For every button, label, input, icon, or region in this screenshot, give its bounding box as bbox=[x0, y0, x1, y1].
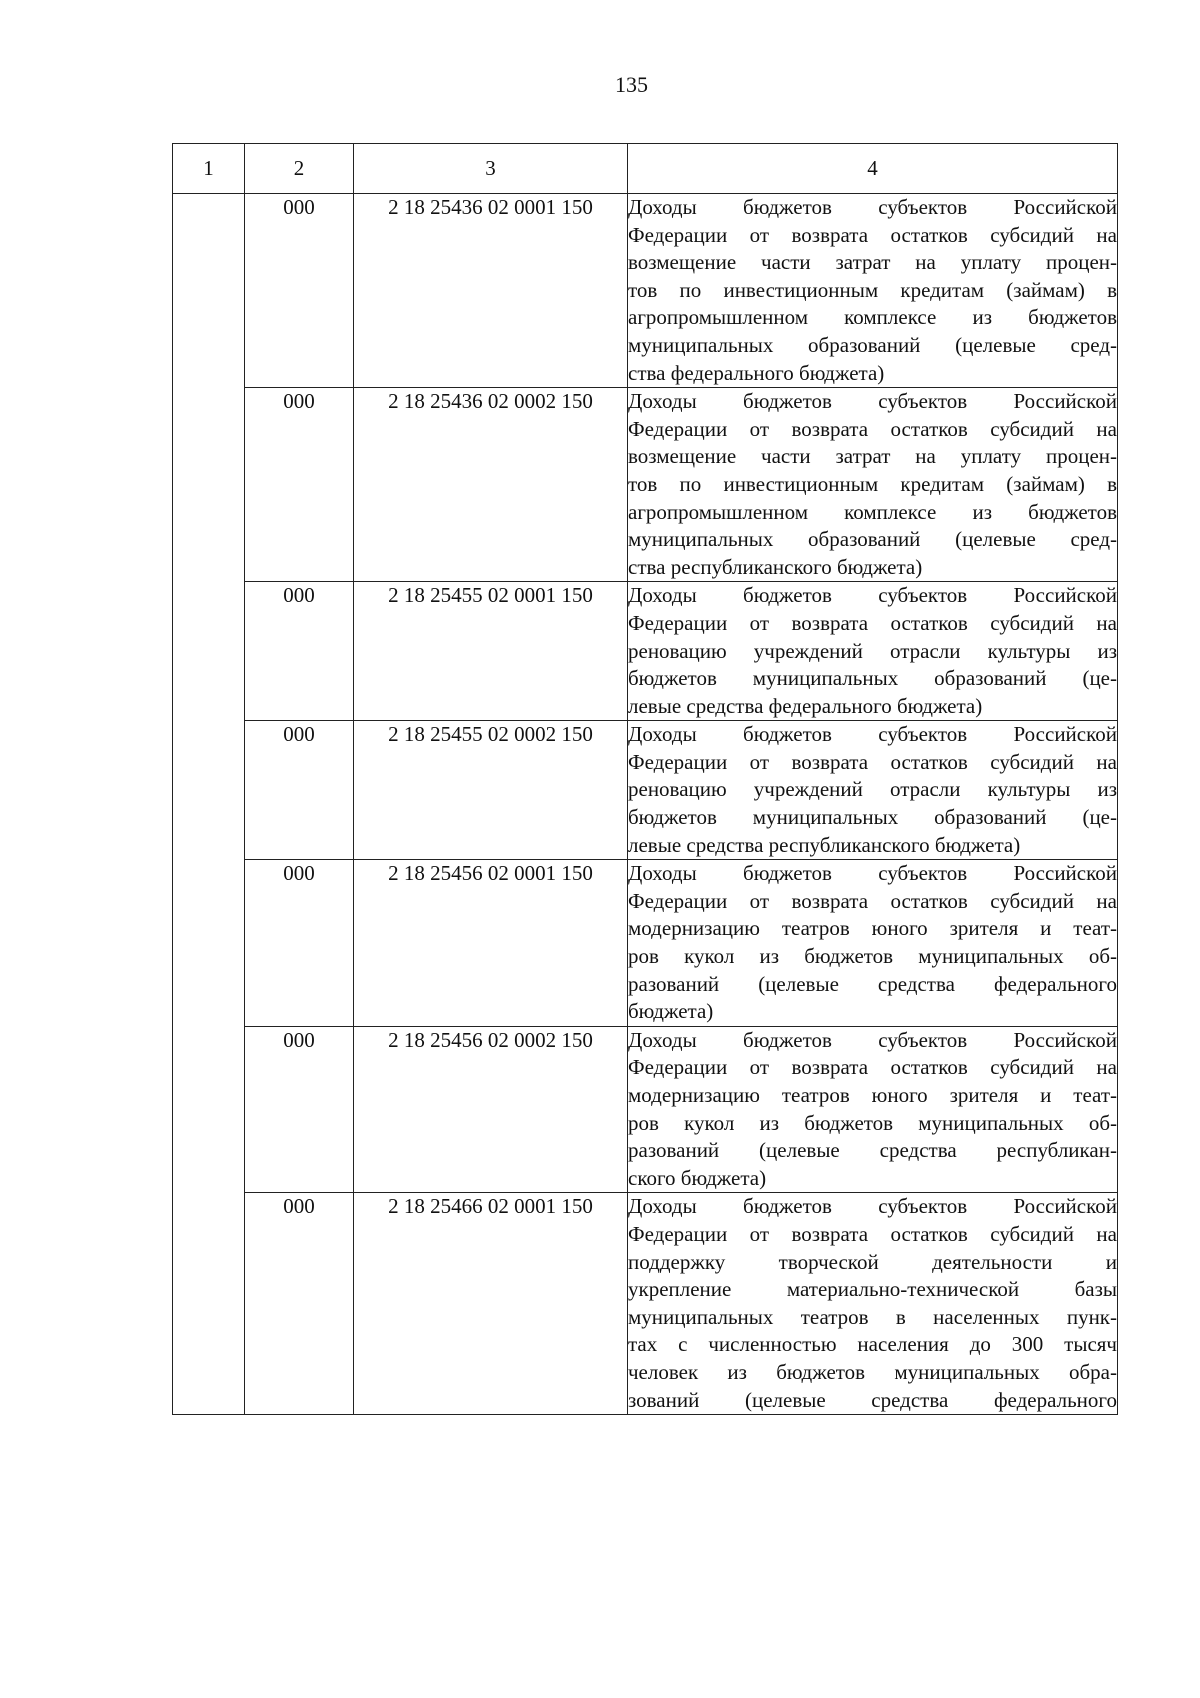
description-line: Доходы бюджетов субъектов Российской bbox=[628, 389, 1117, 414]
description-line: Доходы бюджетов субъектов Российской bbox=[628, 1194, 1117, 1219]
budget-code-cell: 2 18 25436 02 0002 150 bbox=[354, 388, 628, 582]
admin-code-cell: 000 bbox=[245, 860, 354, 1027]
description-line: Федерации от возврата остатков субсидий на bbox=[628, 416, 1117, 441]
description-line: укрепление материально-технической базы bbox=[628, 1277, 1117, 1302]
description-line: реновацию учреждений отрасли культуры из bbox=[628, 638, 1117, 663]
description-line: муниципальных образований (целевые сред- bbox=[628, 527, 1117, 552]
admin-code-cell: 000 bbox=[245, 388, 354, 582]
description-cell bbox=[628, 1193, 1118, 1415]
description-line: Доходы бюджетов субъектов Российской bbox=[628, 861, 1117, 886]
header-col-3: 3 bbox=[354, 144, 628, 194]
admin-code-cell: 000 bbox=[245, 1026, 354, 1193]
description-line: Федерации от возврата остатков субсидий на bbox=[628, 610, 1117, 635]
col-1-cell bbox=[173, 194, 245, 1415]
description-line: бюджетов муниципальных образований (це- bbox=[628, 805, 1117, 830]
description-line: ства федерального бюджета) bbox=[628, 360, 885, 385]
header-col-2: 2 bbox=[245, 144, 354, 194]
table-row bbox=[173, 582, 1118, 721]
table-row bbox=[173, 1026, 1118, 1193]
description-line: Доходы бюджетов субъектов Российской bbox=[628, 583, 1117, 608]
description-line: Доходы бюджетов субъектов Российской bbox=[628, 195, 1117, 219]
description-line: агропромышленном комплексе из бюджетов bbox=[628, 499, 1117, 524]
table-row bbox=[173, 721, 1118, 860]
description-line: ров кукол из бюджетов муниципальных об- bbox=[628, 1110, 1117, 1135]
description-line: левые средства федерального бюджета) bbox=[628, 693, 983, 718]
description-line: муниципальных театров в населенных пунк- bbox=[628, 1304, 1117, 1329]
description-line: ров кукол из бюджетов муниципальных об- bbox=[628, 944, 1117, 969]
description-line: человек из бюджетов муниципальных обра- bbox=[628, 1359, 1117, 1384]
description-line: левые средства республиканского бюджета) bbox=[628, 832, 1021, 857]
description-line: тов по инвестиционным кредитам (займам) в bbox=[628, 277, 1117, 302]
description-cell bbox=[628, 194, 1118, 388]
budget-code-cell: 2 18 25456 02 0002 150 bbox=[354, 1026, 628, 1193]
admin-code-cell: 000 bbox=[245, 194, 354, 388]
description-line: агропромышленном комплексе из бюджетов bbox=[628, 305, 1117, 330]
description-line: Федерации от возврата остатков субсидий на bbox=[628, 1055, 1117, 1080]
revenue-codes-table bbox=[172, 143, 1118, 1415]
description-line: возмещение части затрат на уплату процен- bbox=[628, 444, 1117, 469]
description-line: Доходы бюджетов субъектов Российской bbox=[628, 722, 1117, 747]
header-col-1: 1 bbox=[173, 144, 245, 194]
description-cell bbox=[628, 860, 1118, 1027]
description-line: Федерации от возврата остатков субсидий на bbox=[628, 888, 1117, 913]
description-line: тов по инвестиционным кредитам (займам) в bbox=[628, 471, 1117, 496]
description-line: зований (целевые средства федерального bbox=[628, 1387, 1117, 1412]
description-line: модернизацию театров юного зрителя и теат- bbox=[628, 916, 1117, 941]
description-line: разований (целевые средства республикан- bbox=[628, 1138, 1117, 1163]
budget-code-cell: 2 18 25455 02 0001 150 bbox=[354, 582, 628, 721]
admin-code-cell: 000 bbox=[245, 721, 354, 860]
table-row bbox=[173, 860, 1118, 1027]
page-number: 135 bbox=[615, 72, 648, 97]
description-line: Федерации от возврата остатков субсидий на bbox=[628, 1221, 1117, 1246]
description-line: ского бюджета) bbox=[628, 1165, 767, 1190]
description-line: ства республиканского бюджета) bbox=[628, 554, 923, 579]
description-line: модернизацию театров юного зрителя и теат- bbox=[628, 1083, 1117, 1107]
budget-code-cell: 2 18 25436 02 0001 150 bbox=[354, 194, 628, 388]
table-header-row bbox=[173, 144, 1118, 194]
description-line: бюджета) bbox=[628, 999, 714, 1024]
description-line: реновацию учреждений отрасли культуры из bbox=[628, 777, 1117, 802]
table-row bbox=[173, 194, 1118, 388]
description-line: Федерации от возврата остатков субсидий на bbox=[628, 749, 1117, 774]
description-line: тах с численностью населения до 300 тысяч bbox=[628, 1332, 1117, 1357]
admin-code-cell: 000 bbox=[245, 582, 354, 721]
table-row bbox=[173, 388, 1118, 582]
budget-code-cell: 2 18 25455 02 0002 150 bbox=[354, 721, 628, 860]
table-row bbox=[173, 1193, 1118, 1415]
table-body bbox=[173, 194, 1118, 1415]
description-line: Федерации от возврата остатков субсидий на bbox=[628, 222, 1117, 247]
description-line: муниципальных образований (целевые сред- bbox=[628, 332, 1117, 357]
description-line: разований (целевые средства федерального bbox=[628, 971, 1117, 996]
description-line: бюджетов муниципальных образований (це- bbox=[628, 666, 1117, 691]
description-cell bbox=[628, 721, 1118, 860]
admin-code-cell: 000 bbox=[245, 1193, 354, 1415]
description-line: поддержку творческой деятельности и bbox=[628, 1249, 1117, 1274]
description-cell bbox=[628, 582, 1118, 721]
description-line: возмещение части затрат на уплату процен- bbox=[628, 250, 1117, 275]
budget-code-cell: 2 18 25456 02 0001 150 bbox=[354, 860, 628, 1027]
header-col-4: 4 bbox=[628, 144, 1118, 194]
description-line: Доходы бюджетов субъектов Российской bbox=[628, 1027, 1117, 1052]
description-cell bbox=[628, 1026, 1118, 1193]
description-cell bbox=[628, 388, 1118, 582]
budget-code-cell: 2 18 25466 02 0001 150 bbox=[354, 1193, 628, 1415]
